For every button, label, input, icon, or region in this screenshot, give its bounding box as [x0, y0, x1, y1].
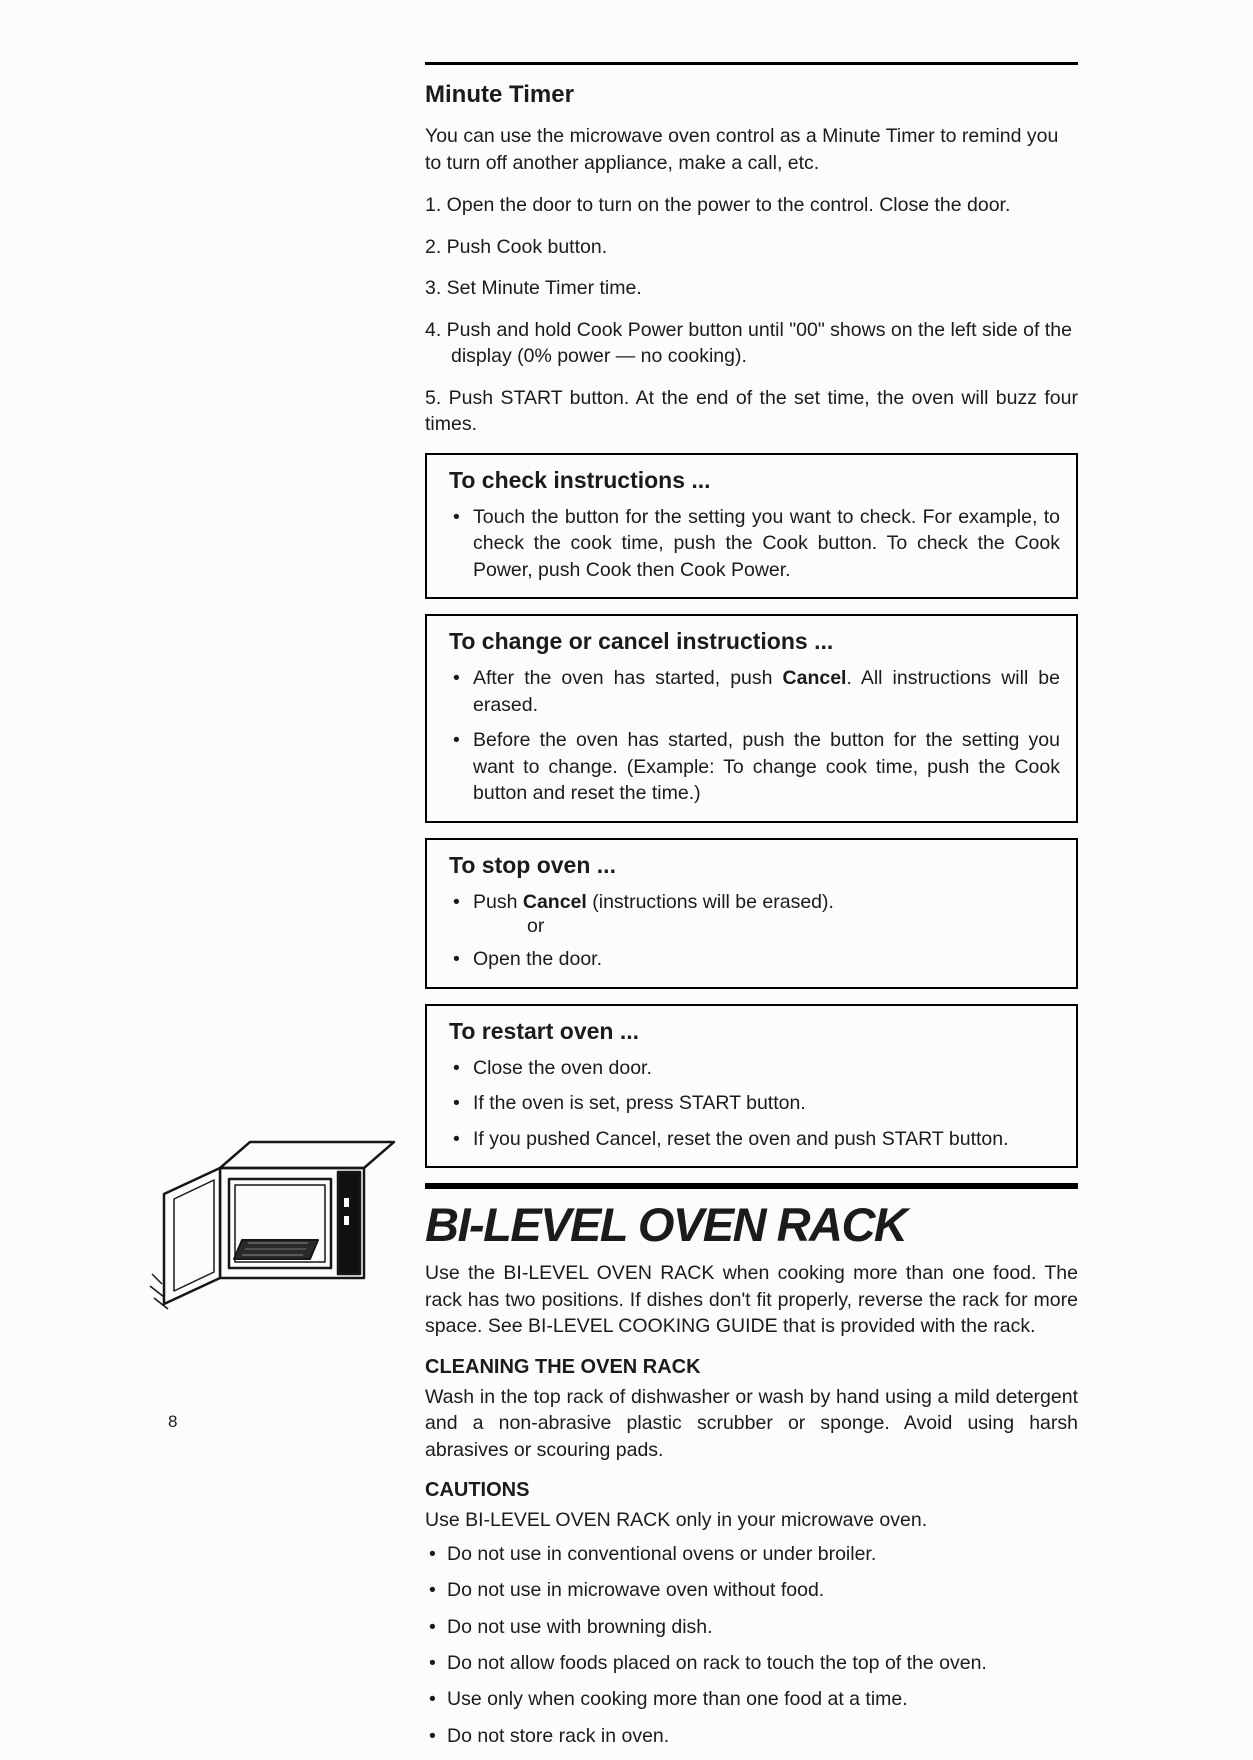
bullet-text: (instructions will be erased).	[586, 890, 834, 913]
list-item: • If the oven is set, press START button.	[449, 1090, 1060, 1117]
list-item: • Before the oven has started, push the button for the setting you want to change. (Example: To change cook time, push the Cook button and reset the time.)	[449, 727, 1060, 807]
list-item: • Do not use with browning dish.	[425, 1615, 1078, 1640]
change-cancel-title: To change or cancel instructions ...	[449, 628, 834, 655]
cautions-subheading: CAUTIONS	[425, 1479, 530, 1502]
cleaning-text: Wash in the top rack of dishwasher or wash by hand using a mild detergent and a non-abrasive plastic scrubber or sponge. Avoid using harsh abrasives or scouring pads.	[425, 1385, 1078, 1461]
top-rule	[425, 62, 1078, 65]
minute-timer-title: Minute Timer	[425, 81, 574, 108]
cautions-list	[425, 1542, 1078, 1749]
list-item: • Use only when cooking more than one food at a time.	[425, 1687, 1078, 1712]
cleaning-subheading: CLEANING THE OVEN RACK	[425, 1355, 701, 1378]
step-4: 4. Push and hold Cook Power button until "00" shows on the left side of the display (0% power — no cooking).	[425, 318, 1072, 368]
list-item: • Open the door.	[449, 946, 1060, 973]
bi-level-oven-rack-title: BI-LEVEL OVEN RACK	[425, 1198, 907, 1252]
check-instructions-list	[449, 504, 1060, 584]
restart-oven-title: To restart oven ...	[449, 1017, 640, 1044]
list-item: • Do not allow foods placed on rack to touch the top of the oven.	[425, 1651, 1078, 1676]
section-divider-rule	[425, 1183, 1078, 1189]
page-number: 8	[168, 1412, 178, 1431]
cautions-intro: Use BI-LEVEL OVEN RACK only in your microwave oven.	[425, 1509, 928, 1532]
bullet-text: After the oven has started, push	[473, 667, 783, 690]
step-5: 5. Push START button. At the end of the set time, the oven will buzz four times.	[425, 386, 1078, 436]
restart-oven-box	[425, 1004, 1078, 1169]
bullet-bold-word: Cancel	[782, 667, 847, 690]
list-item	[449, 889, 1060, 916]
change-cancel-box	[425, 614, 1078, 823]
microwave-top-face	[220, 1142, 394, 1168]
list-item	[449, 665, 1060, 718]
page-column	[425, 62, 1078, 1760]
bullet-text: Push	[473, 890, 523, 913]
stop-oven-title: To stop oven ...	[449, 851, 616, 878]
restart-oven-list	[449, 1055, 1060, 1153]
list-item: • Do not use in conventional ovens or under broiler.	[425, 1542, 1078, 1567]
list-item: • Do not store rack in oven.	[425, 1724, 1078, 1749]
stop-oven-list	[449, 889, 1060, 916]
bullet-bold-word: Cancel	[522, 890, 587, 913]
microwave-oven-illustration	[148, 1128, 400, 1310]
list-item: • Do not use in microwave oven without food.	[425, 1578, 1078, 1603]
list-item: • Touch the button for the setting you want to check. For example, to check the cook time, push the Cook button. To check the Cook Power, push Cook then Cook Power.	[449, 504, 1060, 584]
stop-oven-box	[425, 838, 1078, 989]
minute-timer-intro: You can use the microwave oven control as a Minute Timer to remind you to turn off another appliance, make a call, etc.	[425, 125, 1059, 174]
check-instructions-box	[425, 453, 1078, 600]
cautions-section	[425, 1479, 1078, 1749]
change-cancel-list	[449, 665, 1060, 807]
step-1: 1. Open the door to turn on the power to the control. Close the door.	[425, 194, 1011, 217]
oven-door-open	[164, 1168, 220, 1304]
list-item: • If you pushed Cancel, reset the oven and push START button.	[449, 1126, 1060, 1153]
stop-oven-list-2	[449, 946, 1060, 973]
or-label: or	[527, 915, 545, 938]
step-2: 2. Push Cook button.	[425, 235, 608, 258]
check-instructions-title: To check instructions ...	[449, 466, 711, 493]
bi-level-intro: Use the BI-LEVEL OVEN RACK when cooking more than one food. The rack has two positions. If dishes don't fit properly, reverse the rack for more space. See BI-LEVEL COOKING GUIDE that is provided with the rack.	[425, 1262, 1078, 1338]
step-3: 3. Set Minute Timer time.	[425, 277, 642, 300]
list-item: • Close the oven door.	[449, 1055, 1060, 1082]
bullet-text: . All instructions will be erased.	[473, 667, 1060, 716]
